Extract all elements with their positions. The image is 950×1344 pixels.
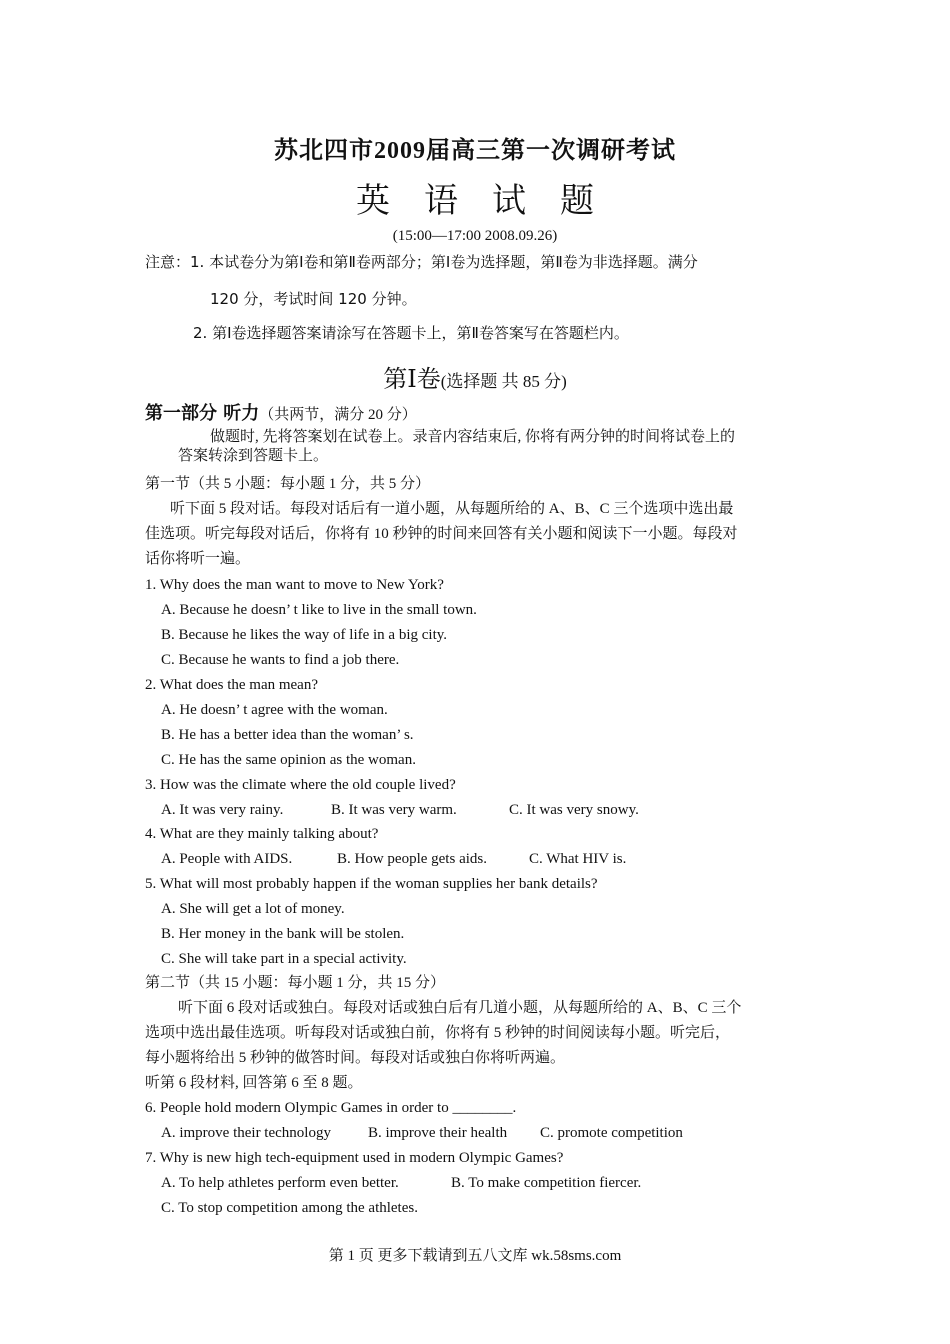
section2-instruction-2: 选项中选出最佳选项。听每段对话或独白前，你将有 5 秒钟的时间阅读每小题。听完后，	[145, 1025, 731, 1041]
question-1-option-a: A. Because he doesn’ t like to live in the small town.	[161, 602, 477, 618]
subject-title: 英语试题	[356, 181, 628, 221]
question-2-option-a: A. He doesn’ t agree with the woman.	[161, 702, 388, 718]
question-4-option-b: B. How people gets aids.	[337, 851, 487, 867]
question-5-option-c: C. She will take part in a special activity.	[161, 951, 407, 967]
part1-heading	[145, 404, 417, 425]
volume-title: 第Ⅰ卷	[383, 367, 441, 393]
question-7-stem: 7. Why is new high tech-equipment used in modern Olympic Games?	[145, 1150, 564, 1166]
section1-instruction-1: 听下面 5 段对话。每段对话后有一道小题，从每题所给的 A、B、C 三个选项中选出最	[170, 501, 734, 517]
question-7-option-a: A. To help athletes perform even better.	[161, 1175, 399, 1191]
exam-time: (15:00—17:00 2008.09.26)	[392, 228, 558, 244]
question-4-option-c: C. What HIV is.	[529, 851, 627, 867]
section1-instruction-3: 话你将听一遍。	[145, 551, 251, 567]
question-4-stem: 4. What are they mainly talking about?	[145, 826, 379, 842]
part1-instruction-2: 答案转涂到答题卡上。	[178, 448, 329, 464]
part1-instruction-1: 做题时, 先将答案划在试卷上。录音内容结束后, 你将有两分钟的时间将试卷上的	[210, 429, 736, 445]
question-5-option-b: B. Her money in the bank will be stolen.	[161, 926, 405, 942]
section2-instruction-1: 听下面 6 段对话或独白。每段对话或独白后有几道小题，从每题所给的 A、B、C 三个	[178, 1000, 742, 1016]
note-1-cont: 120 分，考试时间 120 分钟。	[210, 290, 417, 308]
page-footer: 第 1 页 更多下载请到五八文库 wk.58sms.com	[328, 1248, 622, 1264]
section1-instruction-2: 佳选项。听完每段对话后，你将有 10 秒钟的时间来回答有关小题和阅读下一小题。每段对	[145, 526, 738, 542]
question-7-option-c: C. To stop competition among the athletes.	[161, 1200, 418, 1216]
part1-title: 第一部分 听力	[145, 403, 260, 424]
volume-heading	[0, 366, 950, 396]
notice-line-1	[145, 252, 698, 272]
question-1-stem: 1. Why does the man want to move to New York?	[145, 577, 444, 593]
exam-title: 苏北四市2009届高三第一次调研考试	[274, 138, 676, 164]
section1-title: 第一节（共 5 小题：每小题 1 分，共 5 分）	[145, 476, 431, 492]
section2-title: 第二节（共 15 小题：每小题 1 分，共 15 分）	[145, 975, 446, 991]
question-2-stem: 2. What does the man mean?	[145, 677, 318, 693]
note-2: 2. 第Ⅰ卷选择题答案请涂写在答题卡上，第Ⅱ卷答案写在答题栏内。	[193, 324, 629, 342]
question-4-option-a: A. People with AIDS.	[161, 851, 293, 867]
question-1-option-b: B. Because he likes the way of life in a big city.	[161, 627, 448, 643]
part1-subtitle: （共两节，满分 20 分）	[259, 407, 417, 423]
question-3-option-b: B. It was very warm.	[331, 802, 457, 818]
note-1: 1. 本试卷分为第Ⅰ卷和第Ⅱ卷两部分；第Ⅰ卷为选择题，第Ⅱ卷为非选择题。满分	[190, 253, 698, 271]
question-6-option-c: C. promote competition	[540, 1125, 683, 1141]
question-3-stem: 3. How was the climate where the old couple lived?	[145, 777, 456, 793]
question-3-option-c: C. It was very snowy.	[509, 802, 639, 818]
question-2-option-c: C. He has the same opinion as the woman.	[161, 752, 416, 768]
section2-instruction-3: 每小题将给出 5 秒钟的做答时间。每段对话或独白你将听两遍。	[145, 1050, 566, 1066]
question-6-stem: 6. People hold modern Olympic Games in order to ________.	[145, 1100, 517, 1116]
question-3-option-a: A. It was very rainy.	[161, 802, 284, 818]
question-6-option-b: B. improve their health	[368, 1125, 508, 1141]
notice-label: 注意：	[145, 253, 191, 271]
question-5-stem: 5. What will most probably happen if the woman supplies her bank details?	[145, 876, 598, 892]
question-7-option-b: B. To make competition fiercer.	[451, 1175, 642, 1191]
question-5-option-a: A. She will get a lot of money.	[161, 901, 345, 917]
question-2-option-b: B. He has a better idea than the woman’ s.	[161, 727, 414, 743]
volume-subtitle: (选择题 共 85 分)	[440, 372, 567, 391]
question-6-option-a: A. improve their technology	[161, 1125, 331, 1141]
section2-material: 听第 6 段材料, 回答第 6 至 8 题。	[145, 1075, 363, 1091]
question-1-option-c: C. Because he wants to find a job there.	[161, 652, 400, 668]
